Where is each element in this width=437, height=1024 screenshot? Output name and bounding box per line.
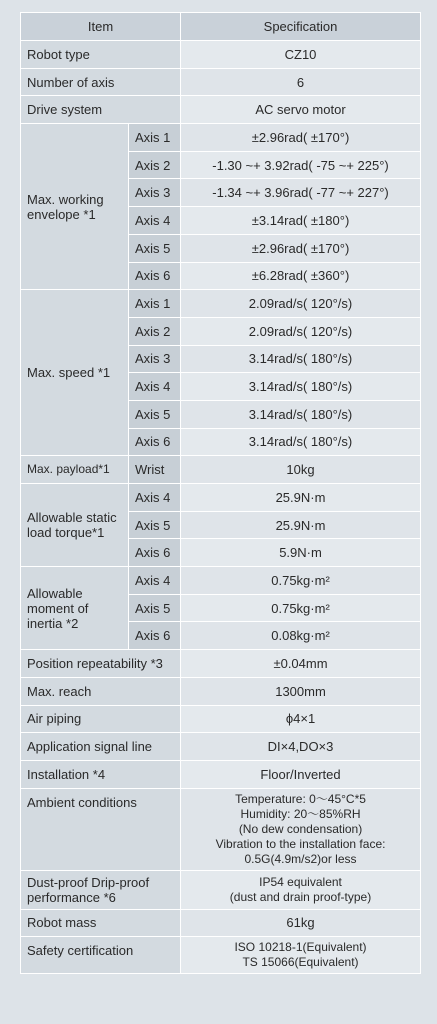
axis-label: Axis 1 xyxy=(129,124,181,152)
ambient-line: (No dew condensation) xyxy=(238,821,363,836)
row-value: 3.14rad/s( 180°/s) xyxy=(181,373,421,401)
row-value: 3.14rad/s( 180°/s) xyxy=(181,345,421,373)
row-value: ±3.14rad( ±180°) xyxy=(181,207,421,235)
table-row xyxy=(21,733,421,761)
row-label: Installation *4 xyxy=(21,760,181,788)
row-label: Robot type xyxy=(21,41,181,69)
axis-label: Axis 5 xyxy=(129,511,181,539)
table-row xyxy=(21,788,421,870)
row-label: Max. payload*1 xyxy=(21,456,129,484)
row-label: Position repeatability *3 xyxy=(21,650,181,678)
row-value: 5.9N·m xyxy=(181,539,421,567)
axis-label: Axis 4 xyxy=(129,484,181,512)
row-value: DI×4,DO×3 xyxy=(181,733,421,761)
row-value: 2.09rad/s( 120°/s) xyxy=(181,290,421,318)
row-value xyxy=(181,870,421,909)
axis-label: Axis 3 xyxy=(129,345,181,373)
axis-label: Axis 2 xyxy=(129,317,181,345)
row-value: 3.14rad/s( 180°/s) xyxy=(181,400,421,428)
safety-line: TS 15066(Equivalent) xyxy=(242,955,359,970)
row-label: Robot mass xyxy=(21,909,181,937)
group-label: Max. speed *1 xyxy=(21,290,129,456)
row-label: Application signal line xyxy=(21,733,181,761)
table-row xyxy=(21,909,421,937)
row-value: ±6.28rad( ±360°) xyxy=(181,262,421,290)
row-value: 1300mm xyxy=(181,677,421,705)
table-row xyxy=(21,760,421,788)
ambient-line: Temperature: 0～45°C*5 xyxy=(235,791,366,806)
axis-label: Axis 4 xyxy=(129,373,181,401)
axis-label: Axis 6 xyxy=(129,622,181,650)
ambient-line: 0.5G(4.9m/s2)or less xyxy=(244,851,357,866)
dust-line: (dust and drain proof-type) xyxy=(229,889,372,904)
header-item: Item xyxy=(21,13,181,41)
table-row xyxy=(21,870,421,909)
spec-table xyxy=(20,12,421,974)
row-label: Air piping xyxy=(21,705,181,733)
row-value: 10kg xyxy=(181,456,421,484)
row-value: 6 xyxy=(181,68,421,96)
table-row xyxy=(21,484,421,512)
row-value: 3.14rad/s( 180°/s) xyxy=(181,428,421,456)
axis-label: Axis 3 xyxy=(129,179,181,207)
row-label: Ambient conditions xyxy=(21,788,181,870)
axis-label: Axis 5 xyxy=(129,594,181,622)
table-row xyxy=(21,650,421,678)
row-value: 2.09rad/s( 120°/s) xyxy=(181,317,421,345)
row-label: Safety certification xyxy=(21,937,181,974)
dust-line: IP54 equivalent xyxy=(259,874,342,889)
ambient-line: Vibration to the installation face: xyxy=(215,836,386,851)
table-row xyxy=(21,677,421,705)
row-value: Floor/Inverted xyxy=(181,760,421,788)
table-row xyxy=(21,96,421,124)
row-value xyxy=(181,788,421,870)
row-value: 25.9N·m xyxy=(181,484,421,512)
row-label: Max. reach xyxy=(21,677,181,705)
axis-label: Axis 4 xyxy=(129,207,181,235)
row-label: Number of axis xyxy=(21,68,181,96)
row-value: 61kg xyxy=(181,909,421,937)
header-spec: Specification xyxy=(181,13,421,41)
row-label: Drive system xyxy=(21,96,181,124)
axis-label: Axis 6 xyxy=(129,428,181,456)
axis-label: Wrist xyxy=(129,456,181,484)
group-label: Max. working envelope *1 xyxy=(21,124,129,290)
table-row xyxy=(21,41,421,69)
table-header-row xyxy=(21,13,421,41)
row-value: ϕ4×1 xyxy=(181,705,421,733)
table-row xyxy=(21,290,421,318)
table-row xyxy=(21,705,421,733)
row-value: ±0.04mm xyxy=(181,650,421,678)
row-value: ±2.96rad( ±170°) xyxy=(181,234,421,262)
row-value: -1.30 ~+ 3.92rad( -75 ~+ 225°) xyxy=(181,151,421,179)
table-row xyxy=(21,68,421,96)
axis-label: Axis 5 xyxy=(129,400,181,428)
row-value: 0.75kg·m² xyxy=(181,594,421,622)
group-label: Allowable static load torque*1 xyxy=(21,484,129,567)
row-value: ±2.96rad( ±170°) xyxy=(181,124,421,152)
table-row xyxy=(21,567,421,595)
row-value: 25.9N·m xyxy=(181,511,421,539)
table-row xyxy=(21,124,421,152)
row-label: Dust-proof Drip-proof performance *6 xyxy=(21,870,181,909)
table-row xyxy=(21,937,421,974)
safety-line: ISO 10218-1(Equivalent) xyxy=(234,940,367,955)
table-row xyxy=(21,456,421,484)
axis-label: Axis 6 xyxy=(129,539,181,567)
axis-label: Axis 6 xyxy=(129,262,181,290)
row-value: AC servo motor xyxy=(181,96,421,124)
ambient-line: Humidity: 20～85%RH xyxy=(240,806,361,821)
axis-label: Axis 5 xyxy=(129,234,181,262)
row-value: 0.08kg·m² xyxy=(181,622,421,650)
row-value: CZ10 xyxy=(181,41,421,69)
group-label: Allowable moment of inertia *2 xyxy=(21,567,129,650)
row-value xyxy=(181,937,421,974)
axis-label: Axis 4 xyxy=(129,567,181,595)
axis-label: Axis 1 xyxy=(129,290,181,318)
row-value: -1.34 ~+ 3.96rad( -77 ~+ 227°) xyxy=(181,179,421,207)
row-value: 0.75kg·m² xyxy=(181,567,421,595)
axis-label: Axis 2 xyxy=(129,151,181,179)
